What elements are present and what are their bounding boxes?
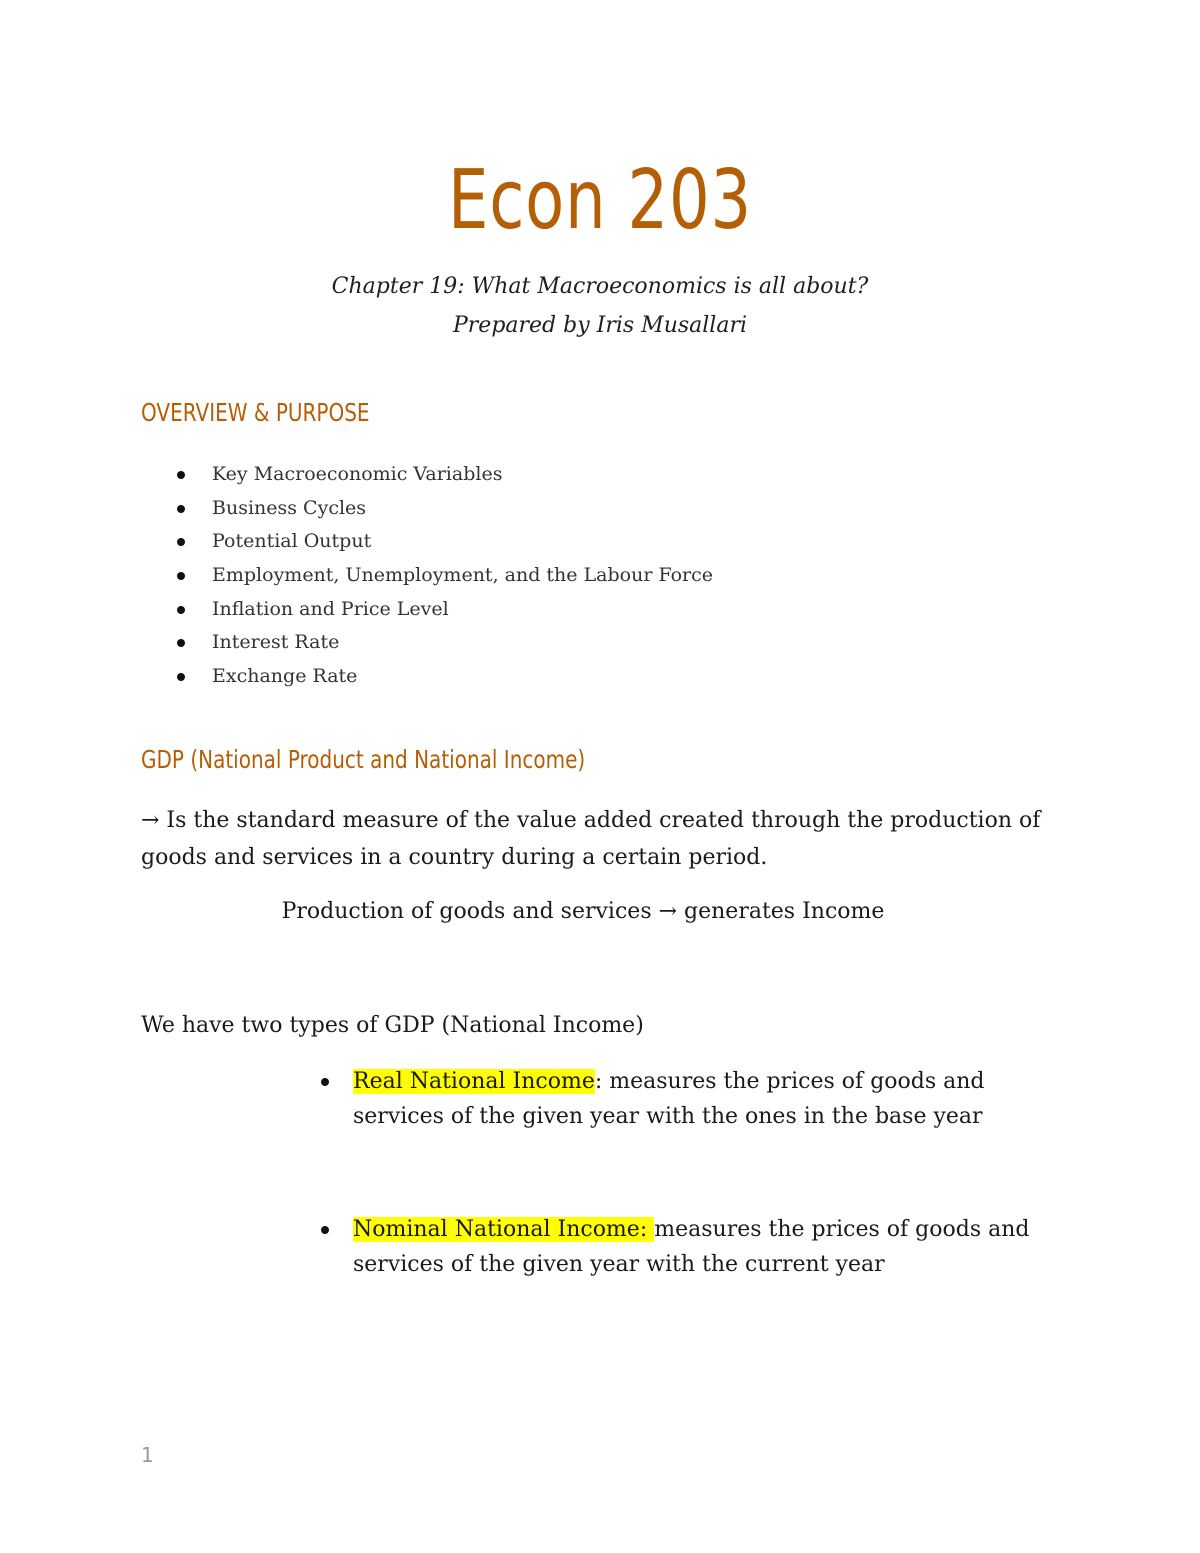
gdp-definition: → Is the standard measure of the value added created through the production of goods and services in a country during a certain period. bbox=[141, 808, 1041, 870]
term-description: : measures the prices of goods and services of the given year with the ones in the base year bbox=[353, 1069, 985, 1129]
overview-heading: OVERVIEW & PURPOSE bbox=[141, 398, 370, 427]
bullet-icon bbox=[321, 1078, 329, 1086]
bullet-icon bbox=[321, 1226, 329, 1234]
page-number: 1 bbox=[141, 1443, 154, 1467]
chapter-subtitle: Chapter 19: What Macroeconomics is all about? bbox=[331, 274, 869, 299]
gdp-heading: GDP (National Product and National Income) bbox=[141, 745, 586, 774]
bullet-icon bbox=[177, 505, 185, 513]
gdp-types-intro: We have two types of GDP (National Income) bbox=[141, 1013, 644, 1038]
bullet-icon bbox=[177, 639, 185, 647]
term-description: measures the prices of goods and services of the given year with the current year bbox=[353, 1217, 1030, 1277]
list-item: Interest Rate bbox=[141, 626, 713, 660]
overview-list bbox=[141, 458, 713, 694]
highlighted-term: Real National Income bbox=[353, 1069, 595, 1094]
bullet-icon bbox=[177, 538, 185, 546]
list-item: Exchange Rate bbox=[141, 660, 713, 694]
author-line: Prepared by Iris Musallari bbox=[452, 313, 748, 338]
gdp-relation: Production of goods and services → generates Income bbox=[281, 899, 885, 924]
gdp-type-real bbox=[353, 1064, 1053, 1134]
document-title: Econ 203 bbox=[448, 153, 752, 248]
list-item: Key Macroeconomic Variables bbox=[141, 458, 713, 492]
gdp-type-nominal bbox=[353, 1212, 1053, 1282]
bullet-icon bbox=[177, 606, 185, 614]
bullet-icon bbox=[177, 471, 185, 479]
bullet-icon bbox=[177, 673, 185, 681]
list-item: Inflation and Price Level bbox=[141, 593, 713, 627]
highlighted-term: Nominal National Income: bbox=[353, 1217, 655, 1242]
bullet-icon bbox=[177, 572, 185, 580]
list-item: Employment, Unemployment, and the Labour Force bbox=[141, 559, 713, 593]
list-item: Potential Output bbox=[141, 525, 713, 559]
list-item: Business Cycles bbox=[141, 492, 713, 526]
